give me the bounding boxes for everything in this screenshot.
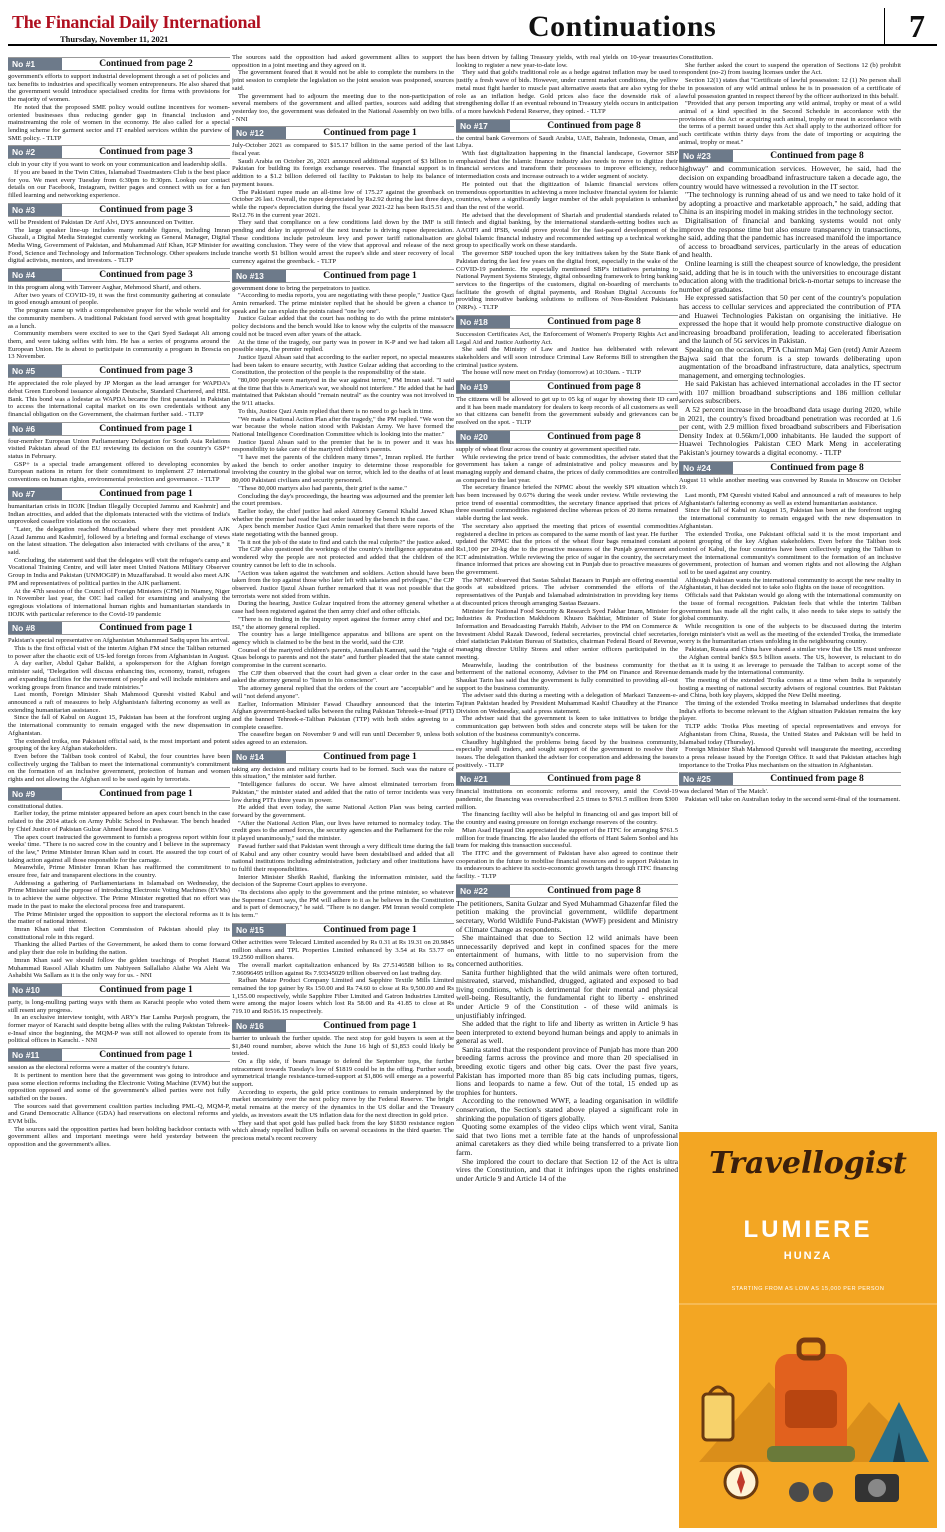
continuation-header bbox=[8, 983, 230, 997]
paragraph: August 11 while another meeting was convened by Russia in Moscow on October 19. bbox=[679, 476, 901, 492]
article-number: No #22 bbox=[456, 885, 510, 897]
paragraph: The ITFC and the government of Pakistan have also agreed to continue their cooperation in the future to mobilise financial resources and to support Pakistan in its endeavours to achieve its socio-economic growth targets through ITFC financing facility. - TLTP bbox=[456, 849, 678, 881]
article-body bbox=[8, 380, 230, 419]
article-body bbox=[8, 1064, 230, 1149]
paragraph: Rafhan Maize Product Company Limited and Sapphire Textile Mills Limited remained the top gainer by Rs 150.00 and Rs 74.60 to close at Rs 9,500.00 and Rs 1,155.00 respectively, while Sapphire Fiber Limited and Gatron Industries Limited were among the major losers which lost Rs 58.00 and Rs 41.85 to close at Rs 719.10 and Rs516.15 respectively. bbox=[232, 977, 454, 1016]
article-number: No #13 bbox=[232, 270, 286, 282]
article-number: No #7 bbox=[8, 488, 62, 500]
continuation-header bbox=[456, 119, 678, 133]
paragraph: The secretary also apprised the meeting that prices of essential commodities registered a decline in prices as compared to the same month of last year. He further updated the NPMC that the prices of the wheat flour bags remained constant at Rs1,100 per 20-kg due to the proactive measures of the Punjab government and ICT administration. While reviewing the price of sugar in the country, the secretary finance informed that prices are showing cut in Punjab due to proactive measures of the government. bbox=[456, 522, 678, 577]
article-block bbox=[456, 884, 678, 1184]
article-number: No #17 bbox=[456, 120, 510, 132]
continued-from-label: Continued from page 3 bbox=[99, 366, 193, 377]
continuation-header bbox=[456, 380, 678, 394]
article-number: No #8 bbox=[8, 622, 62, 634]
continued-from-label: Continued from page 8 bbox=[770, 462, 864, 473]
paragraph: Chaudhry highlighted the problems being faced by the business community, especially small traders, and sought support of the government to resolve their issues. The delegation thanked the adviser for cooperation and addressing the issues positively. - TLTP bbox=[456, 738, 678, 769]
continued-from-label: Continued from page 1 bbox=[323, 751, 417, 762]
paragraph: According to the renowned WWF, a leading organisation in wildlife conservation, the Section's stated above played a significant role in shrinking the population of tigers globally. bbox=[456, 1096, 678, 1123]
paragraph: He noted that the proposed SME policy would outline incentives for women-oriented businesses thus reducing gender gap in financial inclusion and mainstreaming the role of women in the economy. He also called for a special lending scheme for garment sector and IT enabled services within the purview of SME policy. - TLTP bbox=[8, 103, 230, 142]
continuation-header bbox=[8, 145, 230, 159]
article-body bbox=[8, 438, 230, 484]
paragraph: Concluding, the statement said that the delegates will visit the refugee's camp and Vocational Training Centre, and will later meet United Nations Military Observer Group in India and Pakistan (UNMOGIP) in Muzaffarabad. It would also meet AJK PM and representatives of political parties in the AJK parliament. bbox=[8, 556, 230, 587]
paragraph: The attorney general replied that the orders of the court are "acceptable" and he will "not defend anyone". bbox=[232, 685, 454, 700]
paragraph: will be President of Pakistan Dr Arif Alvi, DYS announced on Twitter. bbox=[8, 218, 195, 226]
travel-advertisement[interactable] bbox=[679, 1132, 937, 1528]
paragraph: was declared 'Man of The Match'. bbox=[679, 788, 769, 796]
article-number: No #2 bbox=[8, 146, 62, 158]
paragraph: "There is no finding in the inquiry report against the former army chief and DG ISI," the attorney general replied. bbox=[232, 615, 454, 631]
paragraph: They said that spot gold has pulled back from the key $1830 resistance region which already repelled bullion bulls on several occasions in the third quarter. The precious metal's recent recovery bbox=[232, 1119, 454, 1142]
article-block bbox=[8, 422, 230, 484]
article-body bbox=[679, 788, 901, 803]
divider bbox=[884, 8, 885, 44]
continued-from-label: Continued from page 1 bbox=[323, 270, 417, 281]
column-4 bbox=[679, 54, 901, 1124]
article-body bbox=[8, 73, 230, 142]
continued-from-label: Continued from page 8 bbox=[547, 382, 641, 393]
continuation-header bbox=[8, 268, 230, 282]
continued-from-label: Continued from page 8 bbox=[770, 151, 864, 162]
continued-from-label: Continued from page 8 bbox=[770, 774, 864, 785]
paragraph: Officials said that Pakistan would go along with the international community on the issue of formal recognition. Pakistan feels that while the interim Taliban government has made all the right calls, it also needs to take steps to satisfy the global community. bbox=[679, 592, 901, 623]
lantern-icon bbox=[703, 1387, 733, 1440]
compass-icon bbox=[725, 1466, 757, 1498]
article-block bbox=[8, 268, 230, 361]
article-number: No #25 bbox=[679, 773, 733, 785]
continued-from-label: Continued from page 1 bbox=[99, 423, 193, 434]
article-body bbox=[456, 900, 678, 1184]
paragraph: He said Pakistan has achieved international accolades in the IT sector with 107 million broadband subscriptions and 186 million cellular services subscribers. bbox=[679, 379, 901, 406]
column-3 bbox=[456, 54, 678, 1524]
article-number: No #9 bbox=[8, 788, 62, 800]
paragraph: Minister for National Food Security & Research Syed Fakhar Imam, Minister for Industries & Production Makhdoom Khusro Bakhtiar, Minister of State for Information and Broadcasting Farrukh Habib, Adviser to the PM on Commerce & Investment Abdul Razak Dawood, federal secretaries, provincial chief secretaries, chief statistician Pakistan Bureau of Statistics, chairman Federal Board of Revenue, managing director Utility Stores and other senior officers participated in the meeting. bbox=[456, 607, 678, 661]
paragraph: He expressed satisfaction that 50 per cent of the country's population has access to cellular services and appreciated the contribution of PTA and Huawei Technologies Pakistan on organising the initiative. He expressed the hope that it would help promote constructive dialogue on increasing broadband proliferation, leading to accelerated fiberisation and the launch of 5G services in Pakistan. bbox=[679, 293, 901, 346]
article-block bbox=[232, 269, 454, 747]
paragraph: Imran Khan said that Election Commission of Pakistan should play its constitutional role in this regard. bbox=[8, 925, 230, 941]
article-body bbox=[232, 766, 454, 920]
paragraph: The program came up with a comprehensive prayer for the whole world and for the community members. A traditional Pakistani food served with great hospitality as a lunch. bbox=[8, 307, 230, 330]
paragraph: It is pertinent to mention here that the government was going to introduce and pass some election reforms including the Electronic Voting Machine (EVM) but the opposition opposed and some of the government's allied parties were not fully satisfied on the issues. bbox=[8, 1071, 230, 1102]
article-block bbox=[8, 787, 230, 980]
paragraph: The timing of the extended Troika meeting in Islamabad underlines that despite India's efforts to become relevant to the Afghan situation Pakistan remains the key player. bbox=[679, 700, 901, 723]
article-block bbox=[8, 145, 230, 200]
paragraph: A day earlier, Abdul Qahar Balkhi, a spokesperson for the Afghan foreign minister said, "Delegation will discuss enhancing ties, economy, transit, refugees and expanding facilities for the movement of people and will include ministers and working groups from finance and trade ministries." bbox=[8, 660, 230, 691]
article-body bbox=[232, 54, 454, 123]
column-2 bbox=[232, 54, 454, 1524]
section-title: Continuations bbox=[528, 10, 717, 43]
article-block bbox=[456, 772, 678, 880]
article-block bbox=[679, 772, 901, 803]
article-block bbox=[232, 54, 454, 123]
continuation-header bbox=[8, 422, 230, 436]
paragraph: The house will now meet on Friday (tomorrow) at 10:30am. - TLTP bbox=[462, 369, 642, 377]
paragraph: Sanita further highlighted that the wild animals were often tortured, mistreated, starved, mishandled, drugged, agitated and exposed to bad living conditions, which is detrimental for their mental and physical well-being. Resultantly, the fundamental right to liberty - enshrined under Article 9 of the Constitution - of these wild animals is unjustifiably infringed. bbox=[456, 967, 678, 1020]
article-block bbox=[8, 57, 230, 142]
continued-from-label: Continued from page 1 bbox=[99, 984, 193, 995]
paragraph: She implored the court to declare that Section 12 of the Act is ultra vires the Constitution, and that it infringes upon the rights enshrined under Article 9 and Article 14 of the bbox=[456, 1156, 678, 1183]
continued-from-label: Continued from page 1 bbox=[99, 1050, 193, 1061]
paragraph: Last month, FM Qureshi visited Kabul and announced a raft of measures to help Afghanistan's faltering economy as well as extend humanitarian assistance. bbox=[679, 492, 901, 507]
paragraph: taking any decision and military courts had to be formed. Such was the nature of this situation," the minister said further. bbox=[232, 765, 454, 781]
paragraph: He advised that the development of Shariah and prudential standards related to fintech and digital banking, by the international standards-setting bodies such as AAOIFI and IFSB, would prove pivotal for the fast-paced development of the global Islamic financial industry and recommended setting up a technical working group to specifically work on these standards. bbox=[456, 211, 678, 250]
paragraph: The government feared that it would not be able to complete the numbers in the joint session to complete the legislation so the joint session was postponed, sources said. bbox=[232, 69, 454, 92]
column-1 bbox=[8, 54, 230, 1524]
continued-from-label: Continued from page 8 bbox=[547, 885, 641, 896]
paragraph: Fawad further said that Pakistan went through a very difficult time during the fall of Kabul and any other country would have been destabilised and added that all national institutions including administration, judiciary and other institutions have to fulfil their responsibilities. bbox=[232, 842, 454, 873]
paragraph: GSP+ is a special trade arrangement offered to developing economies by European nations in return for their commitment to implement 27 international conventions on human rights, environmental protection and governance. - TLTP bbox=[8, 460, 230, 484]
paragraph: According to experts, the gold price continues to remain underpinned by the market uncertainty over the next policy move by the Federal Reserve. The bright metal remains at the mercy of the dynamics in the US dollar and the Treasury yields, as investors await the US inflation data for the next direction in gold price. bbox=[232, 1088, 454, 1119]
paragraph: He added that even today, the same National Action Plan was being carried forward by the government. bbox=[232, 804, 454, 819]
continuation-header bbox=[8, 57, 230, 71]
paragraph: At the time of the tragedy, our party was in power in K-P and we had taken all possible steps, the premier replied. bbox=[232, 338, 454, 354]
continued-from-label: Continued from page 3 bbox=[99, 147, 193, 158]
article-block bbox=[232, 126, 454, 265]
paragraph: The Prime Minister urged the opposition to support the electoral reforms as it is the matter of national interest. bbox=[8, 910, 230, 926]
article-body bbox=[8, 803, 230, 980]
article-body bbox=[456, 54, 678, 116]
continuation-header bbox=[8, 787, 230, 801]
article-body bbox=[8, 284, 230, 361]
paragraph: With fast digitalization happening in the financial landscape, Governor SBP emphasized that the Islamic finance industry also needs to move to digitize their financial services and transform their processes to improve efficiency, reduce intermediation costs and increase outreach to a wider segment of society. bbox=[456, 150, 678, 181]
article-number: No #11 bbox=[8, 1049, 62, 1061]
paragraph: Justice Gulzar added that the court has nothing to do with the prime minister's policy decisions and the bench would like to know why the culprits of the massacre could not be traced even after years of the attack. bbox=[232, 315, 454, 338]
paragraph: "I have met the parents of the children many times", Imran replied. He further asked the bench to order another inquiry to determine those responsible for involving the country in the global war on terror, which led to the deaths of at least 80,000 Pakistani civilians and security personnel. bbox=[232, 454, 454, 485]
camera-icon bbox=[855, 1474, 899, 1502]
ad-brand: Travellogist bbox=[709, 1146, 907, 1181]
article-number: No #16 bbox=[232, 1020, 286, 1032]
issue-date: Thursday, November 11, 2021 bbox=[60, 34, 169, 44]
continued-from-label: Continued from page 1 bbox=[99, 788, 193, 799]
paragraph: Pakistan, Russia and China have shared a similar view that the US must unfreeze the Afghan central bank's $9.5 billion assets. The US, however, is reluctant to do that as it is using it as leverage to persuade the Taliban to accept some of the demands made by the international community. bbox=[679, 646, 901, 677]
paragraph: government's efforts to support industrial development through a set of policies and tax benefits to industries and specifically women entrepreneurs. He also shared that the government would introduce specialised credits for firms with provisions for the majority of women. bbox=[8, 73, 230, 104]
paragraph: "These 80,000 martyrs also had parents, their grief is the same." bbox=[238, 484, 407, 492]
article-block bbox=[8, 487, 230, 619]
paragraph: Although Pakistan wants the international community to accept the new reality in Afghanistan, it has decided not to take solo flights on the issue of recognition. bbox=[679, 576, 901, 592]
paragraph: The governor SBP touched upon the key initiatives taken by the State Bank of Pakistan during the last few years on the digital front, especially in the wake of the COVID-19 pandemic. He especially mentioned SBP's initiatives pertaining to National Payment Systems Strategy, digital onboarding framework to bring banking services to the fingertips of the customers, digital on-boarding of merchants to facilitate the growth of digital payments, and Roshan Digital Accounts for providing innovative banking solutions to millions of Non-Resident Pakistanis (NRPs). - TLTP bbox=[456, 250, 678, 312]
paragraph: "Is it not the job of the state to find and catch the real culprits?" the justice asked. bbox=[238, 538, 453, 546]
continuation-header bbox=[232, 1019, 454, 1033]
continuation-header bbox=[232, 126, 454, 140]
continued-from-label: Continued from page 1 bbox=[323, 1020, 417, 1031]
paragraph: They said that compliance on a few conditions laid down by the IMF is still pending and delay in approval of the next tranche is driving rupee depreciation. These conditions include petroleum levy and power tariff rationalisation are awaiting conclusion. They were of the view that approval and release of the next tranche worth $1 billion would arrest the rupee's slide and steer recovery of local currency against the greenback. - TLTP bbox=[232, 219, 454, 265]
continuation-header bbox=[8, 364, 230, 378]
paragraph: Interior Minister Sheikh Rashid, flanking the information minister, said the decision of the Supreme Court applies to everyone. bbox=[232, 873, 454, 889]
paragraph: Since the fall of Kabul on August 15, Pakistan has been at the forefront urging the international community to remain engaged with the new dispensation in Afghanistan. bbox=[8, 714, 230, 737]
paragraph: Succession Certificates Act, the Enforcement of Women's Property Rights Act and Legal Aid and Justice Authority Act. bbox=[456, 330, 678, 346]
ad-title: LUMIERE bbox=[743, 1216, 873, 1243]
binoculars-icon bbox=[789, 1482, 833, 1502]
paragraph: Foreign Minister Shah Mahmood Qureshi will inaugurate the meeting, according to a press release issued by the Foreign Office. It said that Pakistan attaches high importance to the Troika Plus mechanism on the situation in Afghanistan. bbox=[679, 746, 901, 769]
paragraph: While reviewing the price trend of basic commodities, the adviser stated that the government has taken a range of administrative and policy measures and by managing supply and demand chains, the prices of daily commodities are controlled as compared to the last year. bbox=[456, 453, 678, 484]
continuation-header bbox=[456, 430, 678, 444]
paragraph: in this program along with Tanveer Asghar, Mehmood Sharif, and others. bbox=[8, 284, 202, 292]
article-number: No #4 bbox=[8, 269, 62, 281]
paragraph: The extended Troika, one Pakistani official said it is the most important and potent grouping of the key Afghan stakeholders. Even before the Taliban took control of Kabul, the four countries have been collectively urging the Taliban to meet the international community's commitment to the formation of an inclusive government, protection of human and women rights and not allowing the Afghan soil to be used against any country. bbox=[679, 530, 901, 577]
ad-offer: STARTING FROM AS LOW AS 15,000 PER PERSON bbox=[731, 1286, 885, 1292]
article-block bbox=[8, 1048, 230, 1149]
paragraph: TLTP adds: Troika Plus meeting of special representatives and envoys for Afghanistan from China, Russia, the United States and Pakistan will be held in Islamabad today (Thursday). bbox=[679, 723, 901, 746]
paragraph: Earlier today, the prime minister appeared before an apex court bench in the case related to the 2014 attack on Army Public School in Peshawar. The bench headed by Chief Justice of Pakistan Gulzar Ahmed heard the case. bbox=[8, 810, 230, 833]
article-body bbox=[456, 135, 678, 312]
paragraph: The sources said the opposition parties had been holding backdoor contacts with government allies and important meetings were held yesterday between the opposition and the government's allies. bbox=[8, 1125, 230, 1149]
article-block bbox=[456, 380, 678, 427]
continued-from-label: Continued from page 3 bbox=[99, 270, 193, 281]
paragraph: The NPMC observed that Sastas Sahulat Bazaars in Punjab are offering essential goods at subsidized prices. The adviser commended the efforts of the representatives of the Punjab and Islamabad administration in providing key items at discounted prices through arranging Sastaa Bazaars. bbox=[456, 576, 678, 607]
paragraph: the central bank Governors of Saudi Arabia, UAE, Bahrain, Indonesia, Oman, and Libya. bbox=[456, 134, 678, 150]
paragraph: Other activities were Telecard Limited ascended by Rs 0.31 at Rs 19.31 on 20.9845 million shares and TPL Properties Limited enhanced by 3.54 at Rs 53.77 on 19.2560 million shares. bbox=[232, 938, 454, 962]
paragraph: humanitarian crisis in IIOJK [Indian Illegally Occupied Jammu and Kashmir] and Indian atrocities, and added that the diplomats interacted with the victims of India's unprovoked ceasefire violations on the occasion. bbox=[8, 502, 230, 526]
article-body bbox=[8, 161, 230, 200]
continuation-header bbox=[679, 461, 901, 475]
paragraph: Mian Asad Hayaud Din appreciated the support of the ITFC for arranging $761.5 million for trade financing. He also lauded the efforts of Hani Salem Sonbol and his team for making this transaction successful. bbox=[456, 826, 678, 850]
paragraph: "The technology is running ahead of us and we need to take hold of it by adopting a proactive and marketable approach," he said, adding that China is an inspiring model in making strides in the technology sector. bbox=[679, 190, 901, 217]
article-number: No #19 bbox=[456, 381, 510, 393]
continued-from-label: Continued from page 3 bbox=[99, 204, 193, 215]
paragraph: "Its decisions also apply to the government and the prime minister, so whatever the Supreme Court says, the PM will adhere to it as he believes in the Constitution and is part of democracy," he said. "There is no danger. PM Imran would complete his term." bbox=[232, 889, 454, 920]
continuation-header bbox=[8, 1048, 230, 1062]
continuation-header bbox=[679, 149, 901, 163]
paragraph: To this, Justice Qazi Amin replied that there is no need to go back in time. bbox=[238, 407, 434, 415]
paragraph: Addressing a gathering of Parliamentarians in Islamabad on Wednesday, the Prime Minister said the purpose of introducing Electronic Voting Machines (EVMs) is to achieve the same objective. The Prime Minister regretted that no effort was made in the past to make the electoral process free and transparent. bbox=[8, 879, 230, 910]
continuation-header bbox=[456, 772, 678, 786]
paragraph: club in your city if you want to work on your communication and leadership skills. bbox=[8, 161, 227, 169]
article-body bbox=[456, 788, 678, 880]
article-body bbox=[456, 331, 678, 377]
article-body bbox=[232, 1035, 454, 1143]
paragraph: supply of wheat flour across the country at government specified rate. bbox=[456, 445, 641, 453]
article-block bbox=[456, 430, 678, 770]
continuation-header bbox=[232, 269, 454, 283]
paragraph: This is the first official visit of the interim Afghan FM since the Taliban returned to power after the chaotic exit of US-led foreign forces from Afghanistan in August. bbox=[8, 645, 230, 660]
article-block bbox=[232, 923, 454, 1016]
paragraph: "Provided that any person importing any wild animal, trophy or meat of a wild animal of a kind specified in the Second Schedule in accordance with the provisions of this Act or acquiring such animal, trophy or meat in accordance with the terms of a permit issued under this Act shall apply to the authorized officer for such certificate within thirty days from the date of importing or acquiring the animal, trophy or meat." bbox=[679, 100, 901, 146]
masthead bbox=[8, 6, 937, 46]
paragraph: four-member European Union Parliamentary Delegation for South Asia Relations visited Pakistan ahead of the EU reviewing its decision on the country's GSP+ status in February. bbox=[8, 437, 230, 461]
continued-from-label: Continued from page 1 bbox=[323, 924, 417, 935]
paragraph: The meeting of the extended Troika comes at a time when India is separately hosting a meeting of national security advisers of regional countries. But Pakistan and China, both key players, skipped the New Delhi meeting. bbox=[679, 676, 901, 700]
article-number: No #5 bbox=[8, 365, 62, 377]
article-body bbox=[679, 54, 901, 146]
ad-location: HUNZA bbox=[783, 1250, 833, 1262]
paragraph: She said the Ministry of Law and Justice has deliberated with relevant stakeholders and will soon introduce Criminal Law Reforms Bill to strengthen the criminal justice system. bbox=[456, 346, 678, 369]
paragraph: session as the electoral reforms were a matter of the country's future. bbox=[8, 1064, 190, 1072]
article-number: No #10 bbox=[8, 984, 62, 996]
paragraph: Since the fall of Kabul on August 15, Pakistan has been at the forefront urging the international community to remain engaged with the new dispensation in Afghanistan. bbox=[679, 507, 901, 530]
paragraph: The secretary finance briefed the NPMC about the weekly SPI situation which has been increased by 0.67% during the week under review. While reviewing the price trend of essential commodities, the secretary finance apprised that prices of three essential commodities registered decline whereas prices of 20 items remained stable during the last week. bbox=[456, 484, 678, 523]
article-block bbox=[679, 461, 901, 770]
continued-from-label: Continued from page 1 bbox=[323, 128, 417, 139]
paragraph: During the hearing, Justice Gulzar inquired from the attorney general whether a case had been registered against the then army chief and other officials. bbox=[232, 600, 454, 616]
article-block bbox=[8, 203, 230, 265]
paragraph: The citizens will be allowed to get up to 05 kg of sugar by showing their ID card and it has been made mandatory for dealers to keep records of all customers as well so that citizens can benefit from the government subsidy and grievances can be resolved on the spot. - TLTP bbox=[456, 396, 678, 427]
paragraph: The large speaker line-up includes many notable figures, including Imran Ghazali, a Digital Media Strategist currently working as General Manager, Digital Media Wing, Government of Pakistan, and Muhammad Atif Khan, IGP Minister for Food, Science and Technology and Information Technology. Other speakers include digital activists, mentors, and investors. - TLTP bbox=[8, 226, 230, 265]
continuation-header bbox=[232, 923, 454, 937]
continuation-header bbox=[8, 621, 230, 635]
paragraph: The CJP then observed that the court had given a clear order in the case and asked the attorney general to "listen to his conscience". bbox=[232, 669, 454, 685]
paragraph: Section 12(1) states that "Certificate of lawful possession: 12 (1) No person shall be in possession of any wild animal unless he is in possession of a certificate of lawful possession granted in respect thereof by the officer authorized in this behalf. bbox=[679, 77, 901, 100]
article-number: No #21 bbox=[456, 773, 510, 785]
paragraph: The government had to adjourn the meeting due to the non-participation of several members of the government and allied parties, sources said adding that yesterday too, the government was defeated in the National Assembly on two bills. - NNI bbox=[232, 92, 454, 123]
paragraph: Online learning is still the cheapest source of knowledge, the president said, adding that he is in touch with the universities to encourage distant education along with the traditional brick-n-mortar setups to increase the number of graduates. bbox=[679, 258, 901, 294]
paragraph: The apex court instructed the government to furnish a progress report within four weeks' time. "There is no sacred cow in the country and I believe in the supremacy of the law," Prime Minister Imran Khan said in court. He assured the top court of taking action against all those responsible for the carnage. bbox=[8, 833, 230, 864]
article-block bbox=[232, 1019, 454, 1143]
paragraph: Digitalisation of financial and banking systems would not only improve the response time but also ensure transparency in transactions, he said, adding that the pandemic has increased manifold the importance of access to broadband services, particularly in the areas of education and health. bbox=[679, 216, 901, 260]
paragraph: The petitioners, Sanita Gulzar and Syed Muhammad Ghazenfar filed the petition making the provincial government, wildlife department secretary, World Wildlife Fund-Pakistan (WWF) president and Ministry of Climate Change as respondents. bbox=[456, 898, 678, 934]
article-body bbox=[8, 637, 230, 783]
backpack-icon bbox=[767, 1340, 855, 1462]
paragraph: After two years of COVID-19, it was the first community gathering at consulate in good enough amount of people. bbox=[8, 291, 230, 307]
paper-name: The Financial Daily International bbox=[12, 12, 261, 32]
paragraph: Justice Ijazul Ahsan said to the premier that he is in power and it was his responsibility to take care of the martyred children's parents. bbox=[232, 438, 454, 454]
paragraph: Community members were excited to see to the Qari Syed Sadaqat Ali among them, and were taking selfies with him. He has a series of programs around the European Union. He is about to participate in community a program in Brescia on 13 November. bbox=[8, 330, 230, 361]
paragraph: On a flip side, if bears manage to defend the September tops, the further retracement towards Tuesday's low of $1819 could be in the offing. Further south, symmetrical triangle resistance-turned-support at $1,806 will emerge as a powerful support. bbox=[232, 1057, 454, 1089]
article-number: No #1 bbox=[8, 58, 62, 70]
paragraph: The country has a large intelligence apparatus and billions are spent on the agency which is claimed to be the best in the world, said the CJP. bbox=[232, 631, 454, 646]
paragraph: "Intelligence failures do occur. We have almost eliminated terrorism from Pakistan," the minister stated and added that the ratio of terror incidents was very low during PTI's three years in power. bbox=[232, 781, 454, 804]
paragraph: financial institutions on economic reforms and recovery, amid the Covid-19 pandemic, the financing was oversubscribed 2.5 times to $761.5 million from $300 million. bbox=[456, 788, 678, 811]
paragraph: "After the National Action Plan, our lives have returned to normalcy today. The credit goes to the armed forces, the security agencies and the Parliament for the role it played unanimously," said the minister. bbox=[232, 819, 454, 843]
article-number: No #15 bbox=[232, 924, 286, 936]
paragraph: Justice Ijazul Ahsan said that according to the earlier report, no special measures had been taken to ensure security, with Justice Gulzar adding that according to the Constitution, the protection of the people is the responsibility of the state. bbox=[232, 353, 454, 377]
paragraph: "We made a National Action Plan after the tragedy," the PM replied. "We won the war because the whole nation stood with Pakistan Army. We have formed the National Intelligence Coordination Committee which is looking into the matter." bbox=[232, 415, 454, 438]
article-block bbox=[679, 54, 901, 146]
paragraph: Last month, Foreign Minister Shah Mahmood Qureshi visited Kabul and announced a raft of measures to help Afghanistan's faltering economy as well as extending humanitarian assistance. bbox=[8, 691, 230, 714]
article-number: No #14 bbox=[232, 751, 286, 763]
paragraph: The sources said that government coalition parties including PML-Q, MQM-P, and Grand Democratic Alliance (GDA) had reservations on electoral reforms and EVM bills. bbox=[8, 1102, 230, 1126]
continuation-header bbox=[8, 203, 230, 217]
paragraph: The extended troika, one Pakistani official said, is the most important and potent grouping of the key Afghan stakeholders. bbox=[8, 737, 230, 753]
paragraph: "80,000 people were martyred in the war against terror," PM Imran said. "I said at the time that this is America's war, we should not interfere." He added that he had maintained that Pakistan should "remain neutral" as the country was not involved in the 9/11 attacks. bbox=[232, 377, 454, 408]
paragraph: They said that gold's traditional role as a hedge against inflation may be used to justify a fresh wave of bids. However, under current market conditions, the yellow metal must fight harder to muscle past alternative assets that are also vying for the role as an inflation hedge. Gold prices also face the downside risk of a strengthening dollar if an eventual rebound in Treasury yields occurs in anticipation of a more hawkish Federal Reserve, they opined. - TLTP bbox=[456, 69, 678, 115]
paragraph: July-October 2021 as compared to $15.17 billion in the same period of the last fiscal year. bbox=[232, 142, 454, 158]
article-number: No #23 bbox=[679, 150, 733, 162]
page-number: 7 bbox=[909, 8, 925, 44]
article-number: No #18 bbox=[456, 316, 510, 328]
paragraph: He pointed out that the digitization of Islamic financial services offers tremendous opportunities in achieving a more inclusive financial system for Islamic countries, where a significantly larger number of the adult population is unbanked than the rest of the world. bbox=[456, 180, 678, 211]
article-number: No #12 bbox=[232, 127, 286, 139]
paragraph: At the 47th session of the Council of Foreign Ministers (CFM) in Niamey, Niger in November last year, the OIC had called for examining and analysing the egregious violations of international human rights and humanitarian standards in IIOJK with particular reference to the Covid-19 pandemic bbox=[8, 587, 230, 618]
article-body bbox=[456, 446, 678, 770]
continuation-header bbox=[456, 315, 678, 329]
paragraph: Concluding the day's proceedings, the hearing was adjourned and the premier left the court premises. bbox=[232, 492, 454, 508]
paragraph: Earlier today, the chief justice had asked Attorney General Khalid Jawed Khan whether the premier had read the last order issued by the bench in the case. bbox=[232, 507, 454, 523]
article-body bbox=[8, 999, 230, 1045]
paragraph: Apex bench member Justice Qazi Amin remarked that there were reports of the state negotiating with the banned group. bbox=[232, 523, 454, 539]
article-body bbox=[679, 477, 901, 770]
paragraph: Pakistan's special representative on Afghanistan Muhammad Sadiq upon his arrival. bbox=[8, 637, 230, 645]
paragraph: The CJP also questioned the workings of the country's intelligence apparatus and wondered why the people are not protected and added that the children of the country cannot be left to die in schools. bbox=[232, 546, 454, 569]
paragraph: If you are based in the Twin Cities, Islamabad Toastmasters Club is the best place for you. We meet every Tuesday from 6:30pm to 8:30pm. Lookup our contact details on our Facebook, Instagram, twitter pages and connect with us for a fun filled learning and networking experience. bbox=[8, 169, 230, 200]
paragraph: In an exclusive interview tonight, with ARY's Har Lamha Purjosh program, the former mayor of Karachi said despite being allies with the ruling Pakistan Tehreek-e-Insaf since the beginning, the MQM-P was still not allowed to operate from its political offices in Karachi. - NNI bbox=[8, 1014, 230, 1045]
paragraph: The Pakistani rupee made an all-time low of 175.27 against the greenback on October 26 last. Overall, the rupee depreciated by Rs2.92 during the last three days, while the rupee's depreciation during the fiscal year 2021-22 has been Rs15.51 and Rs12.76 in the current year 2021. bbox=[232, 188, 454, 219]
paragraph: Even before the Taliban took control of Kabul, the four countries have been collectively urging the Taliban to meet the international community's commitment on the formation of an inclusive government, protection of human and women rights and not allowing the Afghan soil to be used again by terrorists. bbox=[8, 752, 230, 784]
paragraph: Imran Khan said we should follow the golden teachings of Prophet Hazrat Muhammad Rasool Allah Khatim um Nabiyeen Sallallaho Alaihe Wa Alehi Wa Ashabihi Wa Sallam as it is the only way for us. - NNI bbox=[8, 956, 230, 980]
paragraph: Constitution. bbox=[679, 54, 714, 61]
paragraph: Pakistan will take on Australian today in the second semi-final of the tournament. bbox=[685, 796, 901, 804]
paragraph: Earlier, Information Minister Fawad Chaudhry announced that the interim Afghan government-backed talks between the ruling Pakistan Tehreek-e-Insaf (PTI) and the banned Tehreek-e-Taliban Pakistan (TTP) with both sides agreeing to a complete ceasefire. bbox=[232, 700, 454, 731]
continued-from-label: Continued from page 1 bbox=[99, 623, 193, 634]
article-block bbox=[8, 621, 230, 783]
paragraph: Saudi Arabia on October 26, 2021 announced additional support of $3 billion to Pakistan for building its foreign exchange reserves. The financial support is in addition to a $1.2 billion deferred oil facility to Pakistan to help its balance of payment issues. bbox=[232, 157, 454, 188]
continuation-header bbox=[679, 772, 901, 786]
article-body bbox=[232, 939, 454, 1016]
continued-from-label: Continued from page 8 bbox=[547, 120, 641, 131]
article-block bbox=[232, 750, 454, 920]
paragraph: While recognition is one of the subjects to be discussed during the interim foreign minister's visit as well as the meeting of the extended Troika, the immediate worry is the humanitarian crises unfolding in the neighbouring country. bbox=[679, 622, 901, 646]
article-number: No #6 bbox=[8, 423, 62, 435]
continuation-header bbox=[8, 487, 230, 501]
article-body bbox=[8, 503, 230, 619]
paragraph: The sources said the opposition had asked government allies to support the opposition in a joint meeting and they agreed on it. bbox=[232, 54, 454, 69]
paragraph: Quoting some examples of the video clips which went viral, Sanita said that two lions met a terrible fate at the hands of unprofessional animal caretakers as they died while being transferred to a private lion farm. bbox=[456, 1122, 678, 1158]
continued-from-label: Continued from page 1 bbox=[99, 488, 193, 499]
continued-from-label: Continued from page 8 bbox=[547, 774, 641, 785]
paragraph: constitutional duties. bbox=[8, 802, 63, 810]
paragraph: The financing facility will also be helpful in financing oil and gas import bill of the country and easing pressure on foreign exchange reserves of the country. bbox=[456, 811, 678, 827]
paragraph: government done to bring the perpetrators to justice. bbox=[232, 284, 371, 292]
paragraph: Meanwhile, lauding the contribution of the business community for the betterment of the national economy, Adviser to the PM on Finance and Revenue Shaukat Tarin has said that the government is fully committed to providing all-out support to the business community. bbox=[456, 661, 678, 692]
article-body bbox=[232, 142, 454, 265]
paragraph: Speaking on the occasion, PTA Chairman Maj Gen (retd) Amir Azeem Bajwa said that the forum is a step towards deliberating upon augmentation of the broadband infrastructure, data analytics, spectrum management, and emerging technologies. bbox=[679, 344, 901, 380]
article-body bbox=[679, 165, 901, 457]
continuation-header bbox=[232, 750, 454, 764]
paragraph: Meanwhile, Prime Minister Imran Khan has reaffirmed the commitment to ensure free, fair and transparent elections in the country. bbox=[8, 864, 230, 880]
paragraph: has been driven by falling Treasury yields, with real yields on 10-year treasuries looking to register a new year-to-date low. bbox=[456, 54, 678, 69]
article-number: No #3 bbox=[8, 204, 62, 216]
paragraph: The adviser said that the government is keen to take initiatives to bridge the communication gap between both sides and concrete steps will be taken for the solution of the business community's concerns. bbox=[456, 715, 678, 738]
paragraph: "According to media reports, you are negotiating with these people," Justice Qazi Amin remarked. The prime minister replied that he should be given a chance to speak and he can explain the points raised "one by one". bbox=[232, 292, 454, 315]
paragraph: Sanita stated that the respondent province of Punjab has more than 200 breeding farms across the province and more than 20 specialised in breeding exotic tigers and other big cats. Over the past five years, Pakistan has imported more than 85 big cats including pumas, tigers, lions and leopards to name a few. Out of the total, 15 ended up as trophies for hunters. bbox=[456, 1044, 678, 1097]
paragraph: A 52 percent increase in the broadband data usage during 2020, while in 2021, the country's fixed broadband penetration was recorded at 1.6 per cent, with 2.9 million fixed broadband subscribers and Fiberisation Density Index at 0.56km/1,000 inhabitants. He lauded the support of Huawei Technologies Pakistan CEO Mark Meng in accelerating Pakistan's journey towards a digital economy. - TLTP bbox=[679, 405, 901, 458]
paragraph: He appreciated the role played by JP Morgan as the lead arranger for WAPDA's debut Green Eurobond issuance alongside Deutsche, Standard Chartered, and HBL Bank. This bond was a lodestar as WAPDA became the first parastatal in Pakistan to access the international capital market on its own credentials without any financial obligation on the Government, the chairman further said. - TLTP bbox=[8, 380, 230, 418]
paragraph: "Later, the delegation reached Muzaffarabad where they met president AJK [Azad Jammu and Kashmir], followed by a briefing and formal exchange of views on the latest situation. The delegation also interacted with civilians of the area," it said. bbox=[8, 525, 230, 557]
article-block bbox=[8, 983, 230, 1045]
article-block bbox=[8, 364, 230, 419]
ad-illustration bbox=[679, 1132, 937, 1528]
paragraph: She added that the right to life and liberty as written in Article 9 has been interpreted to extend beyond human beings and apply to animals in general as well. bbox=[456, 1019, 678, 1046]
article-body bbox=[232, 285, 454, 747]
article-block bbox=[456, 315, 678, 377]
paragraph: highway" and communication services. However, he said, had the decision on expanding broadband infrastructure taken a decade ago, the country would have witnessed a revolution in the IT sector. bbox=[679, 164, 901, 191]
continued-from-label: Continued from page 8 bbox=[547, 316, 641, 327]
article-block bbox=[679, 149, 901, 457]
paragraph: The overall market capitalization enhanced by Rs 27.5146588 billion to Rs 7.96096495 trillion against Rs 7.93345029 trillion observed on last trading day. bbox=[232, 961, 454, 977]
continued-from-label: Continued from page 2 bbox=[99, 59, 193, 69]
article-number: No #20 bbox=[456, 431, 510, 443]
paragraph: The ceasefire began on November 9 and will run until December 9, unless both sides agreed to an extension. bbox=[232, 731, 454, 747]
paragraph: She maintained that due to Section 12 wild animals have been unnecessarily deprived and kept in confined spaces for the mere entertainment of humans, with little to no supervision from the concerned authorities. bbox=[456, 933, 678, 968]
continuation-header bbox=[456, 884, 678, 898]
article-block bbox=[456, 54, 678, 116]
paragraph: barrier to unleash the further upside. The next stop for gold buyers is seen at the $1,840 round number, above which the June 16 high of $1,853 could likely be tested. bbox=[232, 1034, 454, 1058]
paragraph: party, is long-mulling parting ways with them as Karachi people who voted them still resent any progress. bbox=[8, 998, 230, 1014]
article-body bbox=[8, 219, 230, 265]
article-block bbox=[456, 119, 678, 312]
continued-from-label: Continued from page 8 bbox=[547, 431, 641, 442]
paragraph: Counsel of the martyred children's parents, Amanullah Kanrani, said the "right of Qisas belongs to parents and not the state" and further pleaded that the state cannot compromise in the current scenario. bbox=[232, 646, 454, 670]
article-body bbox=[456, 396, 678, 427]
paragraph: The adviser said this during a meeting with a delegation of Markazi Tanzeem-e-Tajiran Pakistan headed by President Muhammad Kashif Chaudhry at the Finance Division on Wednesday, said a press statement. bbox=[456, 692, 678, 715]
paragraph: She further asked the court to suspend the operation of Sections 12 (b) prohibit respondent (no-2) from issuing licenses under the Act. bbox=[679, 61, 901, 77]
article-number: No #24 bbox=[679, 462, 733, 474]
paragraph: Thanking the allied Parties of the Government, he asked them to come forward and play their due role in building the nation. bbox=[8, 941, 230, 957]
paragraph: "Action was taken against the watchmen and soldiers. Action should have been taken from the top against those who later left with salaries and privileges," the CJP observed. Justice Ijazul Ahsan further remarked that it was not possible that the terrorists were not sided from within. bbox=[232, 569, 454, 600]
